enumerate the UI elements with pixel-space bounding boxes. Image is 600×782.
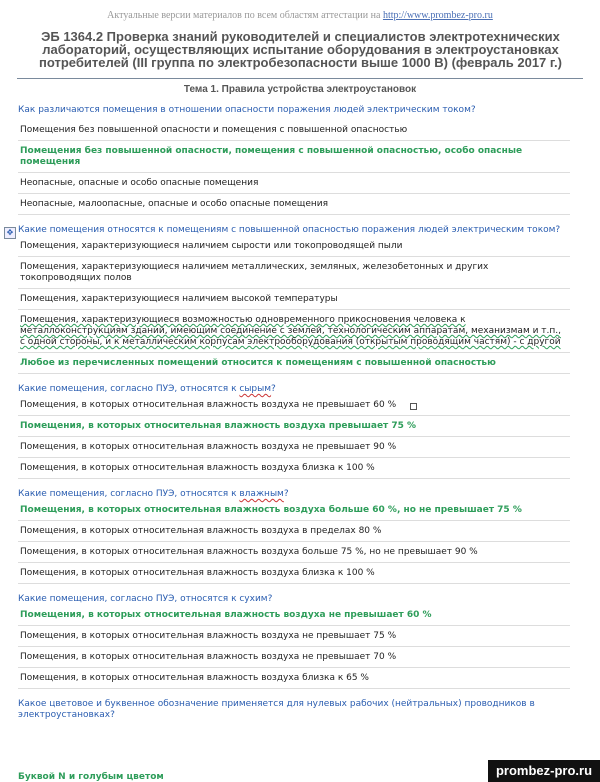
answer: Помещения, характеризующиеся наличием высокой температуры <box>18 289 570 310</box>
site-link[interactable]: http://www.prombez-pro.ru <box>382 10 493 21</box>
answer: Помещения, характеризующиеся наличием сырости или токопроводящей пыли <box>18 236 570 257</box>
answer: Помещения, в которых относительная влажность воздуха в пределах 80 % <box>18 521 570 542</box>
correct-answer: Помещения, в которых относительная влажность воздуха превышает 75 % <box>18 416 570 437</box>
question-5: Какие помещения, согласно ПУЭ, относятся к сухим? <box>18 594 273 604</box>
answer: Помещения, в которых относительная влажность воздуха близка к 100 % <box>18 458 570 479</box>
watermark: prombez-pro.ru <box>488 760 600 782</box>
question-6: Какое цветовое и буквенное обозначение применяется для нулевых рабочих (нейтральных) проводников в электроустановках? <box>18 699 535 720</box>
answer: Помещения, в которых относительная влажность воздуха не превышает 60 % <box>18 395 570 416</box>
move-handle-icon[interactable]: ✥ <box>4 227 16 239</box>
answer: Помещения, характеризующиеся возможностью одновременного прикосновения человека к металлоконструкциям зданий, имеющим соединение с землей, технологическим аппаратам, механизмам и т.п., с одной стороны, и к металлическим корпусам электрооборудования (открытым проводящим частям) - с другой <box>18 310 570 353</box>
cut-off-answer: Буквой N и голубым цветом <box>18 772 164 782</box>
correct-answer: Любое из перечисленных помещений относится к помещениям с повышенной опасностью <box>18 353 570 374</box>
correct-answer: Помещения, в которых относительная влажность воздуха не превышает 60 % <box>18 605 570 626</box>
questions-list <box>0 100 600 721</box>
answer: Помещения, в которых относительная влажность воздуха не превышает 70 % <box>18 647 570 668</box>
answer: Помещения, в которых относительная влажность воздуха больше 75 %, но не превышает 90 % <box>18 542 570 563</box>
answer: Помещения, в которых относительная влажность воздуха не превышает 75 % <box>18 626 570 647</box>
answer: Помещения, в которых относительная влажность воздуха близка к 100 % <box>18 563 570 584</box>
correct-answer: Помещения без повышенной опасности, помещения с повышенной опасностью, особо опасные помещения <box>18 141 570 173</box>
answer: Помещения, характеризующиеся наличием металлических, земляных, железобетонных и других токопроводящих полов <box>18 257 570 289</box>
question-3: Какие помещения, согласно ПУЭ, относятся к сырым? <box>18 384 276 394</box>
answer: Неопасные, малоопасные, опасные и особо опасные помещения <box>18 194 570 215</box>
question-4: Какие помещения, согласно ПУЭ, относятся к влажным? <box>18 489 289 499</box>
answer: Помещения без повышенной опасности и помещения с повышенной опасностью <box>18 120 570 141</box>
answer: Помещения, в которых относительная влажность воздуха близка к 65 % <box>18 668 570 689</box>
banner: Актуальные версии материалов по всем областям аттестации на http://www.prombez-pro.ru <box>107 10 493 21</box>
question-2: Какие помещения относятся к помещениям с повышенной опасностью поражения людей электрическим током? <box>18 225 561 235</box>
topic-heading: Тема 1. Правила устройства электроустановок <box>17 78 583 95</box>
answer: Помещения, в которых относительная влажность воздуха не превышает 90 % <box>18 437 570 458</box>
question-1: Как различаются помещения в отношении опасности поражения людей электрическим током? <box>18 105 476 115</box>
answer: Неопасные, опасные и особо опасные помещения <box>18 173 570 194</box>
correct-answer: Помещения, в которых относительная влажность воздуха больше 60 %, но не превышает 75 % <box>18 500 570 521</box>
document-title: ЭБ 1364.2 Проверка знаний руководителей и специалистов электротехнических лабораторий, осуществляющих испытание оборудования в электроустановках потребителей (III группа по электробезопасности выше 1000 В) (февраль 2017 г.) <box>39 29 562 70</box>
